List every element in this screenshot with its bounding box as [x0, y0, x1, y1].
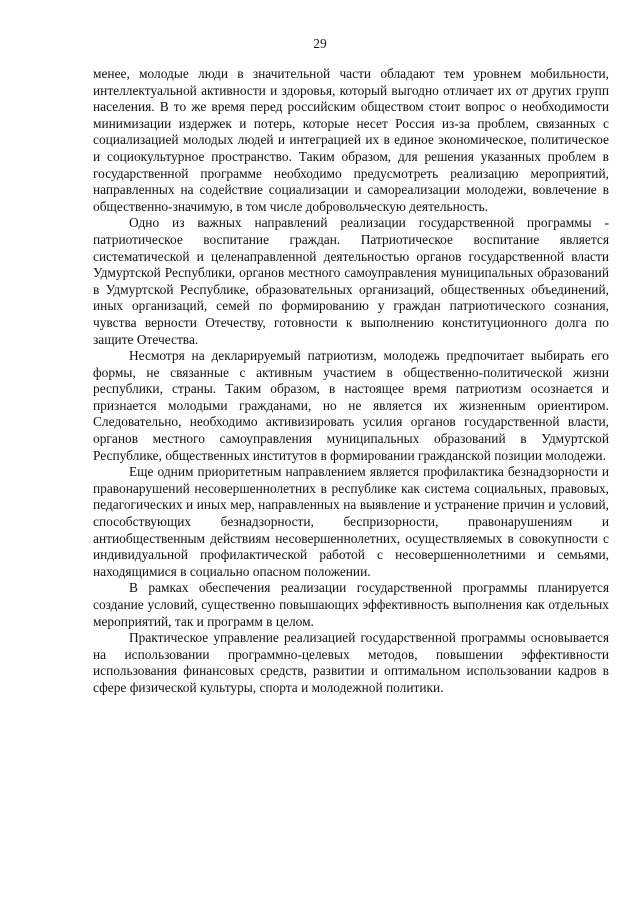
- paragraph-program-implementation: В рамках обеспечения реализации государственной программы планируется создание условий, существенно повышающих эффективность выполнения как отдельных мероприятий, так и программ в целом.: [93, 580, 609, 629]
- paragraph-patriotic-education: Одно из важных направлений реализации государственной программы - патриотическое воспитание граждан. Патриотическое воспитание является систематической и целенаправленной деятельностью органов государственной власти Удмуртской Республики, органов местного самоуправления муниципальных образований в Удмуртской Республике, образовательных организаций, общественных объединений, иных организаций, семей по формированию у граждан патриотического сознания, чувства верности Отечеству, готовности к выполнению конституционного долга по защите Отечества.: [93, 215, 609, 347]
- paragraph-youth-patriotism: Несмотря на декларируемый патриотизм, молодежь предпочитает выбирать его формы, не связанные с активным участием в общественно-политической жизни республики, страны. Таким образом, в настоящее время патриотизм осознается и признается молодыми гражданами, но не является их жизненным ориентиром. Следовательно, необходимо активизировать усилия органов государственной власти, органов местного самоуправления муниципальных образований в Удмуртской Республике, общественных институтов в формировании гражданской позиции молодежи.: [93, 348, 609, 463]
- paragraph-practical-management: Практическое управление реализацией государственной программы основывается на использовании программно-целевых методов, повышении эффективности использования финансовых средств, развитии и оптимальном использовании кадров в сфере физической культуры, спорта и молодежной политики.: [93, 630, 609, 695]
- body-text: [93, 66, 609, 697]
- paragraph-continuation: менее, молодые люди в значительной части обладают тем уровнем мобильности, интеллектуальной активности и здоровья, который выгодно отличает их от других групп населения. В то же время перед российским обществом стоит вопрос о необходимости минимизации издержек и потерь, которые несет Россия из-за проблем, связанных с социализацией молодых людей и интеграцией их в единое экономическое, политическое и социокультурное пространство. Таким образом, для решения указанных проблем в государственной программе необходимо предусмотреть реализацию мероприятий, направленных на содействие социализации и самореализации молодежи, вовлечение в общественно-значимую, в том числе добровольческую деятельность.: [93, 66, 609, 214]
- page-number: 29: [313, 36, 327, 51]
- paragraph-delinquency-prevention: Еще одним приоритетным направлением является профилактика безнадзорности и правонарушений несовершеннолетних в республике как система социальных, правовых, педагогических и иных мер, направленных на выявление и устранение причин и условий, способствующих безнадзорности, беспризорности, правонарушениям и антиобщественным действиям несовершеннолетних, осуществляемых в совокупности с индивидуальной профилактической работой с несовершеннолетними и семьями, находящимися в социально опасном положении.: [93, 464, 609, 579]
